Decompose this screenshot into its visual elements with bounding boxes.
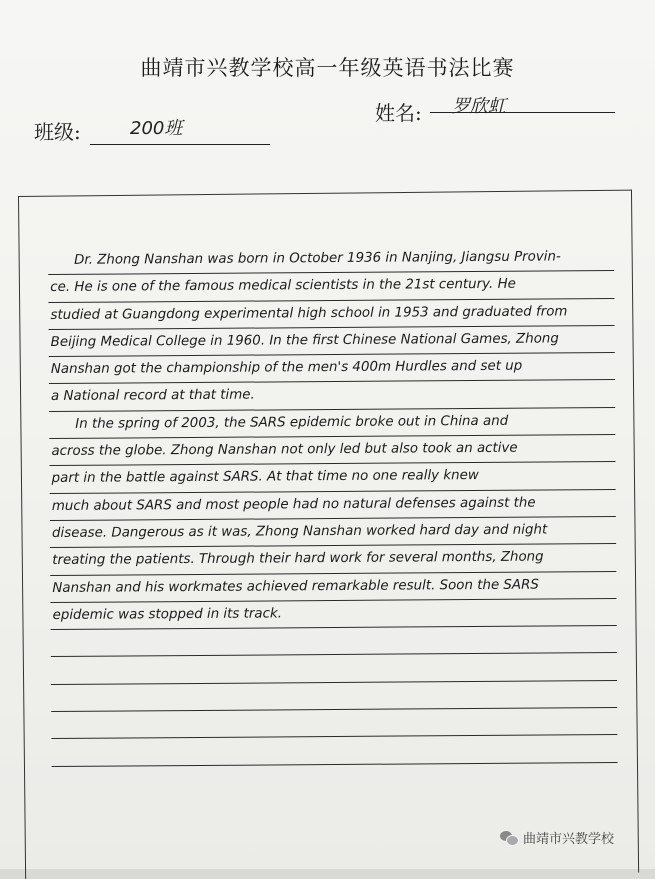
- essay-line: [51, 708, 617, 739]
- name-value: 罗欣虹: [452, 96, 506, 117]
- essay-line: [50, 544, 616, 575]
- essay-line-text: much about SARS and most people had no natural defenses against the: [51, 495, 536, 514]
- essay-line: [50, 572, 616, 603]
- page-title: 曲靖市兴教学校高一年级英语书法比赛: [140, 56, 515, 80]
- essay-line: [50, 490, 616, 521]
- essay-line: [50, 599, 616, 630]
- essay-line: [49, 353, 615, 384]
- essay-line: [49, 381, 615, 412]
- essay-line: [51, 626, 617, 657]
- class-value: 200班: [130, 118, 183, 139]
- essay-line-text: across the globe. Zhong Nanshan not only led but also took an active: [51, 440, 518, 460]
- essay-line-text: disease. Dangerous as it was, Zhong Nanshan worked hard day and night: [51, 522, 548, 541]
- essay-line: [49, 435, 615, 466]
- essay-line: [48, 244, 614, 275]
- essay-line-text: treating the patients. Through their hard work for several months, Zhong: [52, 549, 544, 569]
- wechat-icon: [500, 831, 518, 845]
- class-label: 班级:: [34, 120, 81, 144]
- essay-line: [48, 299, 614, 330]
- essay-line: [50, 517, 616, 548]
- essay-line: [48, 271, 614, 302]
- essay-line-text: epidemic was stopped in its track.: [52, 606, 283, 623]
- essay-line-text: Nanshan got the championship of the men's 400m Hurdles and set up: [50, 358, 523, 378]
- essay-line-text: studied at Guangdong experimental high school in 1953 and graduated from: [50, 303, 568, 323]
- essay-line: [51, 735, 617, 766]
- watermark-text: 曲靖市兴教学校: [523, 832, 615, 847]
- name-label: 姓名:: [375, 101, 422, 125]
- essay-body: [48, 244, 618, 767]
- essay-line-text: part in the battle against SARS. At that time no one really knew: [51, 468, 479, 487]
- essay-line-text: a National record at that time.: [50, 388, 255, 405]
- essay-line: [49, 326, 615, 357]
- essay-line: [50, 462, 616, 493]
- essay-line: [49, 408, 615, 439]
- essay-line-text: Dr. Zhong Nanshan was born in October 1936 in Nanjing, Jiangsu Provin-: [74, 249, 561, 268]
- essay-line: [51, 653, 617, 684]
- essay-line-text: In the spring of 2003, the SARS epidemic broke out in China and: [75, 413, 509, 432]
- essay-line-text: Nanshan and his workmates achieved remarkable result. Soon the SARS: [52, 577, 539, 596]
- watermark: [500, 828, 614, 847]
- essay-line-text: Beijing Medical College in 1960. In the first Chinese National Games, Zhong: [50, 331, 559, 350]
- essay-line: [51, 681, 617, 712]
- essay-line-text: ce. He is one of the famous medical scientists in the 21st century. He: [50, 277, 516, 296]
